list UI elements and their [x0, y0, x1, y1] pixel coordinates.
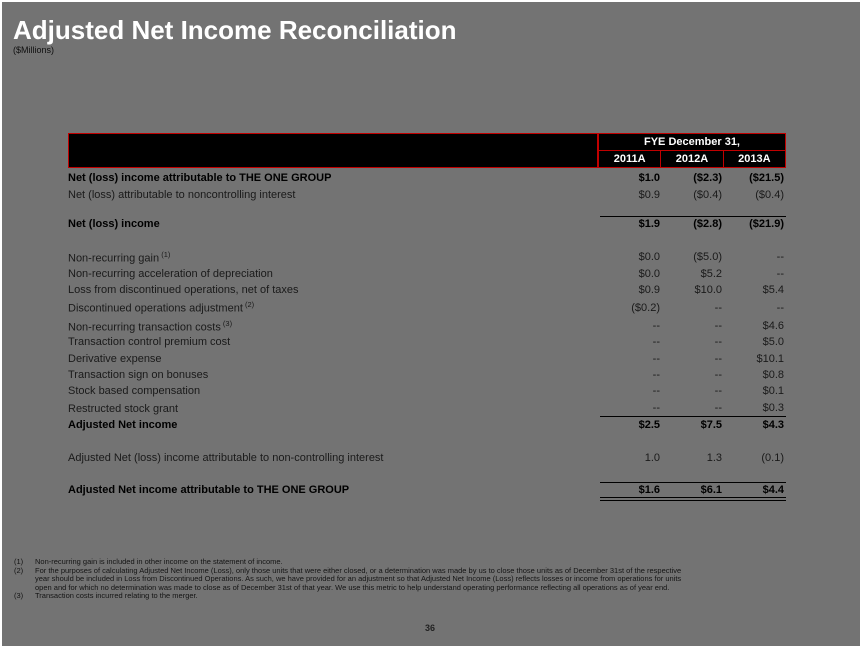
- row-values: [600, 401, 786, 417]
- row-values: [600, 216, 786, 232]
- cell-value: $7.5: [700, 419, 722, 432]
- cell-value: --: [652, 385, 660, 398]
- cell-value: $4.6: [762, 319, 784, 332]
- row-values: [600, 186, 786, 202]
- cell-value: $5.0: [762, 336, 784, 349]
- table-row: [68, 216, 786, 232]
- row-values: [600, 249, 786, 265]
- row-values: [600, 449, 786, 465]
- table-row: [68, 282, 786, 298]
- row-label: Stock based compensation: [68, 385, 201, 398]
- cell-value: $4.3: [762, 419, 784, 432]
- header-fye-cell: FYE December 31,: [599, 134, 785, 150]
- table-row: [68, 334, 786, 350]
- cell-value: $0.0: [638, 267, 660, 280]
- cell-value: 1.0: [644, 451, 660, 464]
- cell-value: $0.9: [638, 188, 660, 201]
- cell-value: ($0.2): [631, 301, 660, 314]
- table-row: [68, 449, 786, 465]
- cell-value: ($21.5): [749, 172, 784, 185]
- table-row: [68, 318, 786, 334]
- cell-value: --: [714, 319, 722, 332]
- row-label: Restructed stock grant: [68, 402, 179, 415]
- header-year-columns: [599, 151, 785, 167]
- cell-value: $4.4: [762, 484, 784, 497]
- cell-value: (0.1): [761, 451, 784, 464]
- row-values: [600, 367, 786, 383]
- footnote-text: Non-recurring gain is included in other income on the statement of income.: [35, 557, 283, 566]
- cell-value: ($2.3): [693, 172, 722, 185]
- cell-value: $0.0: [638, 251, 660, 264]
- row-label: Transaction control premium cost: [68, 336, 231, 349]
- title-block: [13, 16, 457, 55]
- cell-value: $5.4: [762, 284, 784, 297]
- row-label: Adjusted Net income attributable to THE ONE GROUP: [68, 484, 350, 497]
- row-values: [600, 417, 786, 433]
- cell-value: $1.0: [638, 172, 660, 185]
- row-label: Adjusted Net (loss) income attributable to non-controlling interest: [68, 451, 384, 464]
- table-row: [68, 383, 786, 399]
- cell-value: ($2.8): [693, 218, 722, 231]
- row-label: Non-recurring gain $^{(1)}$: [68, 250, 171, 265]
- footnote-ref: (3): [220, 318, 233, 328]
- slide-border-left: [0, 0, 2, 646]
- cell-value: --: [714, 352, 722, 365]
- footnote-text: Transaction costs incurred relating to the merger.: [35, 591, 198, 601]
- footnote-ref: (2): [242, 300, 255, 310]
- cell-value: $2.5: [638, 419, 660, 432]
- header-col-2012a: 2012A: [661, 151, 722, 167]
- header-col-2011a: 2011A: [599, 151, 660, 167]
- row-values: [600, 482, 786, 498]
- table-header: [68, 133, 786, 168]
- table-row: [68, 266, 786, 282]
- table-body: [68, 170, 786, 501]
- row-label: Derivative expense: [68, 352, 162, 365]
- table-row: [68, 482, 786, 498]
- row-values: [600, 351, 786, 367]
- cell-value: $0.3: [762, 402, 784, 415]
- cell-value: --: [776, 251, 784, 264]
- cell-value: --: [714, 385, 722, 398]
- cell-value: --: [714, 301, 722, 314]
- header-label-cell: [68, 133, 598, 168]
- reconciliation-table: [68, 133, 786, 501]
- row-label: Discontinued operations adjustment $^{(2)}$: [68, 300, 255, 315]
- cell-value: $10.1: [756, 352, 784, 365]
- cell-value: $0.1: [762, 385, 784, 398]
- row-values: [600, 334, 786, 350]
- double-underline: [600, 500, 786, 501]
- row-label: Loss from discontinued operations, net of taxes: [68, 284, 299, 297]
- footnote-text: For the purposes of calculating Adjusted Net Income (Loss), only those units that were either closed, or a determination was made by us to close those units as of December 31st of the respective year should be included in Loss from Discontinued Operations. As such, we have provided for an adjustment so that Adjusted Net Income (Loss) reflects losses or income from operations for units open and for which no determination was made to close as of December 31st of that year. We use this metric to help understand operating performance reflecting all operations as of year end.: [35, 565, 682, 592]
- cell-value: $1.6: [638, 484, 660, 497]
- cell-value: --: [652, 336, 660, 349]
- cell-value: $10.0: [694, 284, 722, 297]
- cell-value: --: [714, 369, 722, 382]
- cell-value: $0.9: [638, 284, 660, 297]
- cell-value: $1.9: [638, 218, 660, 231]
- page-number: 36: [424, 623, 435, 633]
- cell-value: $5.2: [700, 267, 722, 280]
- row-label: Adjusted Net income: [68, 419, 178, 432]
- table-row: [68, 170, 786, 186]
- cell-value: $6.1: [700, 484, 722, 497]
- table-row: [68, 186, 786, 202]
- row-values: [600, 266, 786, 282]
- cell-value: --: [714, 402, 722, 415]
- footnote: [14, 567, 704, 593]
- cell-value: ($5.0): [693, 251, 722, 264]
- cell-value: --: [776, 267, 784, 280]
- row-values: [600, 282, 786, 298]
- row-label: Transaction sign on bonuses: [68, 369, 209, 382]
- cell-value: --: [652, 352, 660, 365]
- header-years-group: [598, 133, 786, 168]
- row-values: [600, 318, 786, 334]
- cell-value: --: [714, 336, 722, 349]
- cell-value: $0.8: [762, 369, 784, 382]
- row-label: Non-recurring transaction costs $^{(3)}$: [68, 318, 233, 334]
- table-row: [68, 417, 786, 433]
- slide-border-top: [0, 0, 860, 2]
- cell-value: ($0.4): [755, 188, 784, 201]
- footnote-number: (3): [14, 591, 24, 601]
- cell-value: --: [652, 402, 660, 415]
- table-row: [68, 249, 786, 265]
- row-label: Net (loss) attributable to noncontrolling interest: [68, 188, 296, 201]
- row-label: Net (loss) income attributable to THE ONE GROUP: [68, 172, 332, 185]
- cell-value: --: [776, 301, 784, 314]
- table-row: [68, 367, 786, 383]
- footnote-ref: (1): [159, 250, 171, 260]
- row-values: [600, 299, 786, 315]
- header-col-2013a: 2013A: [724, 151, 785, 167]
- table-row: [68, 351, 786, 367]
- cell-value: ($21.9): [749, 218, 784, 231]
- cell-value: ($0.4): [693, 188, 722, 201]
- row-label: Net (loss) income: [68, 217, 160, 230]
- cell-value: --: [652, 319, 660, 332]
- footnotes: [14, 558, 704, 601]
- row-values: [600, 170, 786, 186]
- table-row: [68, 401, 786, 417]
- cell-value: --: [652, 369, 660, 382]
- cell-value: 1.3: [706, 451, 722, 464]
- row-values: [600, 383, 786, 399]
- footnote-number: (1): [14, 557, 24, 566]
- table-row: [68, 299, 786, 315]
- footnote: [14, 592, 704, 601]
- row-label: Non-recurring acceleration of depreciation: [68, 267, 273, 280]
- footnote-number: (2): [14, 565, 24, 575]
- page-title: Adjusted Net Income Reconciliation: [13, 15, 457, 45]
- units-label: ($Millions): [13, 45, 55, 55]
